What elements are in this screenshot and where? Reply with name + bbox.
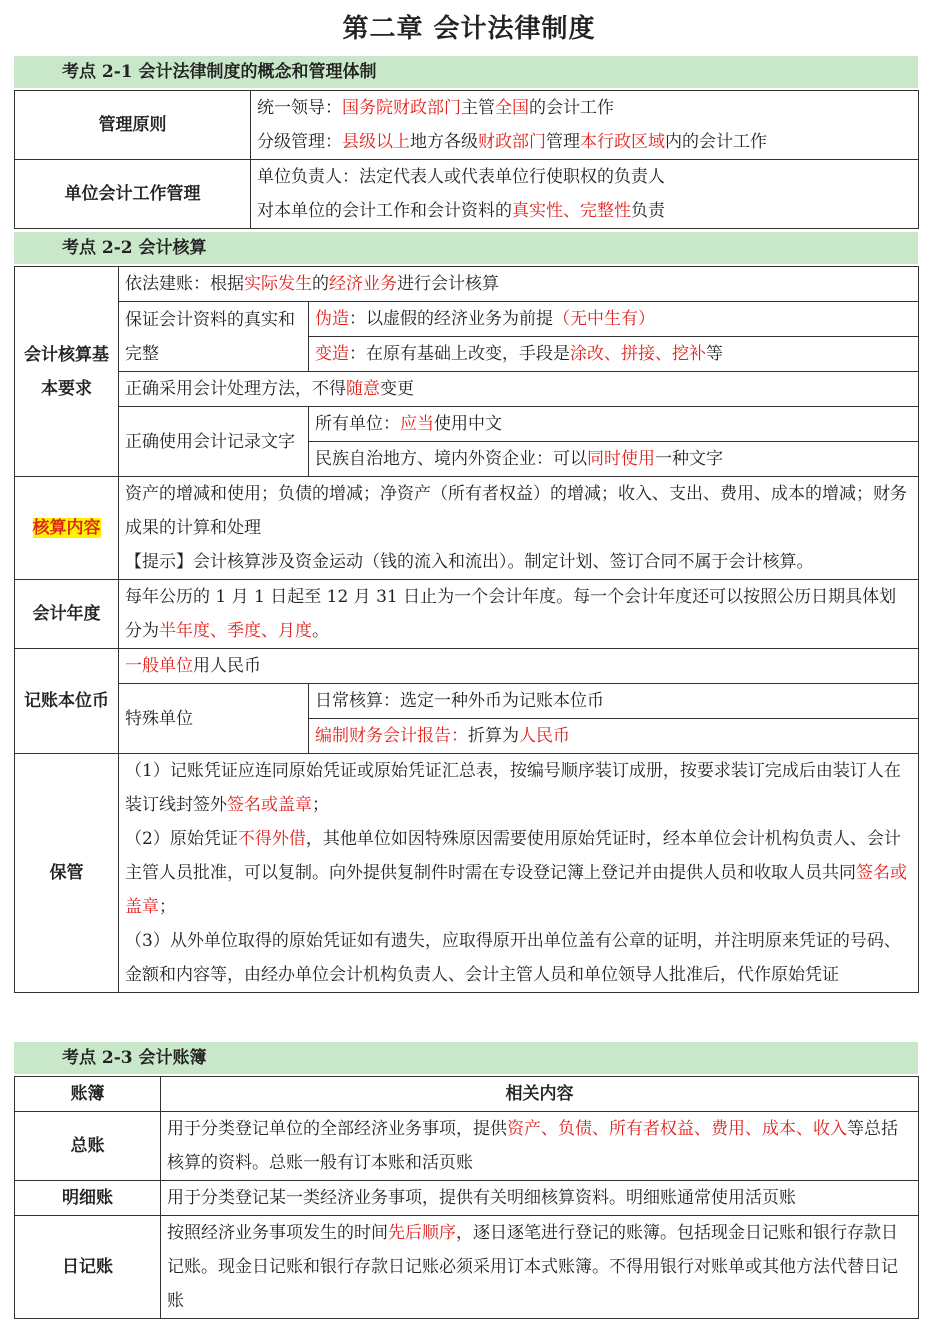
column-header: 账簿: [15, 1077, 161, 1112]
row-label: 管理原则: [15, 91, 251, 160]
row-content: 所有单位：应当使用中文: [309, 407, 919, 442]
row-content: 单位负责人：法定代表人或代表单位行使职权的负责人 对本单位的会计工作和会计资料的真实性、完整性负责: [251, 160, 919, 229]
row-content: 每年公历的 1 月 1 日起至 12 月 31 日止为一个会计年度。每一个会计年度还可以按照公历日期具体划分为半年度、季度、月度。: [119, 580, 919, 649]
table-mgmt-system: [14, 90, 919, 229]
row-label: 会计年度: [15, 580, 119, 649]
table-ledgers: [14, 1076, 919, 1319]
row-label: 明细账: [15, 1181, 161, 1216]
table-row: [15, 649, 919, 684]
row-content: 一般单位用人民币: [119, 649, 919, 684]
column-header: 相关内容: [161, 1077, 919, 1112]
table-row: [15, 1216, 919, 1319]
row-content: 编制财务会计报告：折算为人民币: [309, 719, 919, 754]
row-content: （1）记账凭证应连同原始凭证或原始凭证汇总表，按编号顺序装订成册，按要求装订完成后由装订人在装订线封签外签名或盖章； （2）原始凭证不得外借，其他单位如因特殊原因需要使用原始凭证时，经本单位会计机构负责人、会计主管人员批准，可以复制。向外提供复制件时需在专设登记簿上登记并由提供人员和收取人员共同签名或盖章； （3）从外单位取得的原始凭证如有遗失，应取得原开出单位盖有公章的证明，并注明原来凭证的号码、金额和内容等，由经办单位会计机构负责人、会计主管人员和单位领导人批准后，代作原始凭证: [119, 754, 919, 993]
highlighted-label: 核算内容: [32, 518, 101, 538]
row-content: 变造：在原有基础上改变，手段是涂改、拼接、挖补等: [309, 337, 919, 372]
table-row: [15, 684, 919, 719]
row-label: 记账本位币: [15, 649, 119, 754]
row-content: 按照经济业务事项发生的时间先后顺序，逐日逐笔进行登记的账簿。包括现金日记账和银行存款日记账。现金日记账和银行存款日记账必须采用订本式账簿。不得用银行对账单或其他方法代替日记账: [161, 1216, 919, 1319]
table-row: [15, 372, 919, 407]
table-row: [15, 160, 919, 229]
section-header-2-2: 考点 2-2 会计核算: [14, 232, 918, 264]
table-row: [15, 1112, 919, 1181]
row-content: 用于分类登记单位的全部经济业务事项，提供资产、负债、所有者权益、费用、成本、收入等总括核算的资料。总账一般有订本账和活页账: [161, 1112, 919, 1181]
row-label: 单位会计工作管理: [15, 160, 251, 229]
row-content: 依法建账：根据实际发生的经济业务进行会计核算: [119, 267, 919, 302]
table-row: [15, 580, 919, 649]
table-row: [15, 754, 919, 993]
section-header-2-3: 考点 2-3 会计账簿: [14, 1042, 918, 1074]
table-row: [15, 407, 919, 442]
table-row: [15, 302, 919, 337]
row-content: 正确采用会计处理方法，不得随意变更: [119, 372, 919, 407]
row-content: 用于分类登记某一类经济业务事项，提供有关明细核算资料。明细账通常使用活页账: [161, 1181, 919, 1216]
row-sublabel: 特殊单位: [119, 684, 309, 754]
table-row: [15, 267, 919, 302]
row-sublabel: 正确使用会计记录文字: [119, 407, 309, 477]
row-content: 统一领导：国务院财政部门主管全国的会计工作 分级管理：县级以上地方各级财政部门管理本行政区域内的会计工作: [251, 91, 919, 160]
row-label: 会计核算基本要求: [15, 267, 119, 477]
table-row: [15, 1181, 919, 1216]
table-row: [15, 91, 919, 160]
row-content: 民族自治地方、境内外资企业：可以同时使用一种文字: [309, 442, 919, 477]
page-title: 第二章 会计法律制度: [342, 14, 596, 44]
row-sublabel: 保证会计资料的真实和完整: [119, 302, 309, 372]
row-label: 总账: [15, 1112, 161, 1181]
row-label: 保管: [15, 754, 119, 993]
table-header-row: [15, 1077, 919, 1112]
row-content: 伪造：以虚假的经济业务为前提（无中生有）: [309, 302, 919, 337]
row-label: 日记账: [15, 1216, 161, 1319]
row-content: 资产的增减和使用；负债的增减；净资产（所有者权益）的增减；收入、支出、费用、成本的增减；财务成果的计算和处理 【提示】会计核算涉及资金运动（钱的流入和流出）。制定计划、签订合同不属于会计核算。: [119, 477, 919, 580]
row-label: [15, 477, 119, 580]
row-content: 日常核算：选定一种外币为记账本位币: [309, 684, 919, 719]
table-accounting: [14, 266, 919, 993]
section-header-2-1: 考点 2-1 会计法律制度的概念和管理体制: [14, 56, 918, 88]
table-row: [15, 477, 919, 580]
